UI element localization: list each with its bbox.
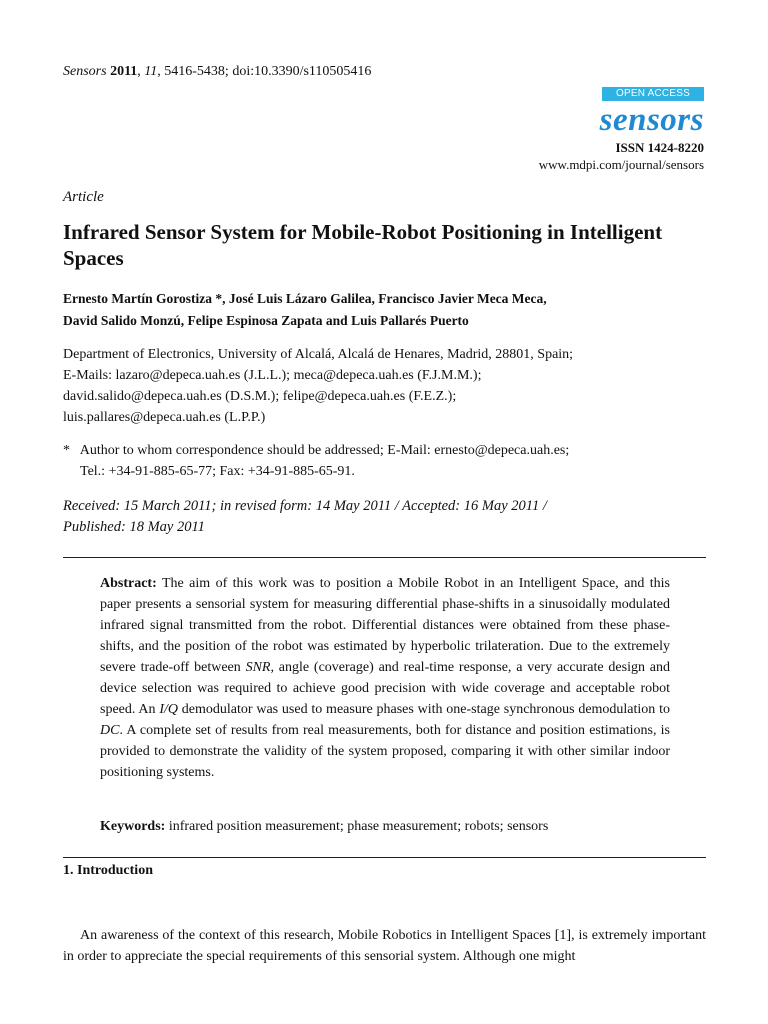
abstract-text: , angle (coverage) and real-time response, a very accurate design and device selection was required to achieve good precision with wide coverage and acceptable robot speed. An bbox=[100, 660, 670, 717]
citation-pages-doi: , 5416-5438; doi:10.3390/s110505416 bbox=[157, 64, 372, 79]
divider bbox=[63, 557, 706, 558]
article-type: Article bbox=[63, 189, 104, 205]
journal-name: Sensors bbox=[63, 64, 107, 79]
correspondence-line: * Author to whom correspondence should be addressed; E-Mail: ernesto@depeca.uah.es; bbox=[63, 443, 570, 458]
body-paragraph: An awareness of the context of this research, Mobile Robotics in Intelligent Spaces [1], is extremely important in order to appreciate the special requirements of this sensorial system. Although one might bbox=[63, 928, 706, 964]
dates-line: Received: 15 March 2011; in revised form: 14 May 2011 / Accepted: 16 May 2011 / bbox=[63, 498, 547, 514]
affiliation bbox=[63, 344, 703, 428]
affiliation-line: luis.pallares@depeca.uah.es (L.P.P.) bbox=[63, 410, 266, 425]
abstract-text: . A complete set of results from real measurements, both for distance and position estimations, is provided to demonstrate the validity of the system proposed, comparing it with other similar indoor positioning systems. bbox=[100, 723, 670, 780]
citation-line bbox=[63, 64, 371, 80]
correspondence-line: Tel.: +34-91-885-65-77; Fax: +34-91-885-65-91. bbox=[80, 464, 355, 479]
affiliation-line: david.salido@depeca.uah.es (D.S.M.); felipe@depeca.uah.es (F.E.Z.); bbox=[63, 389, 457, 404]
abstract-label: Abstract: bbox=[100, 576, 157, 591]
issn: ISSN 1424-8220 bbox=[615, 140, 704, 155]
paper-title: Infrared Sensor System for Mobile-Robot Positioning in Intelligent Spaces bbox=[63, 220, 663, 270]
abstract bbox=[100, 573, 670, 783]
journal-url[interactable]: www.mdpi.com/journal/sensors bbox=[538, 157, 704, 172]
citation-volume: 11 bbox=[144, 64, 158, 79]
abstract-text: demodulator was used to measure phases with one-stage synchronous demodulation to bbox=[177, 702, 670, 717]
abstract-term: DC bbox=[100, 723, 120, 738]
publication-dates bbox=[63, 496, 703, 538]
journal-logo: sensors bbox=[599, 102, 704, 138]
section-heading: 1. Introduction bbox=[63, 863, 153, 878]
affiliation-line: E-Mails: lazaro@depeca.uah.es (J.L.L.); meca@depeca.uah.es (F.J.M.M.); bbox=[63, 368, 482, 383]
affiliation-line: Department of Electronics, University of Alcalá, Alcalá de Henares, Madrid, 28801, Spain; bbox=[63, 347, 574, 362]
abstract-term: SNR bbox=[245, 660, 271, 675]
author-line: David Salido Monzú, Felipe Espinosa Zapata and Luis Pallarés Puerto bbox=[63, 313, 469, 328]
citation-year: 2011 bbox=[110, 64, 138, 79]
abstract-term: I/Q bbox=[159, 702, 178, 717]
keywords bbox=[100, 819, 670, 835]
citation-separator: , bbox=[137, 64, 145, 79]
correspondence-note bbox=[63, 440, 703, 482]
open-access-badge: OPEN ACCESS bbox=[602, 87, 704, 101]
divider bbox=[63, 857, 706, 858]
author-list bbox=[63, 288, 703, 332]
keywords-label: Keywords: bbox=[100, 819, 166, 834]
keywords-text: infrared position measurement; phase measurement; robots; sensors bbox=[165, 819, 549, 834]
author-line: Ernesto Martín Gorostiza *, José Luis Lázaro Galilea, Francisco Javier Meca Meca, bbox=[63, 291, 547, 306]
dates-line: Published: 18 May 2011 bbox=[63, 519, 205, 535]
abstract-text: The aim of this work was to position a Mobile Robot in an Intelligent Space, and this paper presents a sensorial system for measuring differential phase-shifts in a sinusoidally modulated infrared signal transmitted from the robot. Differential distances were obtained from these phase-shifts, and the position of the robot was estimated by hyperbolic trilateration. Due to the extremely severe trade-off between bbox=[100, 576, 670, 675]
